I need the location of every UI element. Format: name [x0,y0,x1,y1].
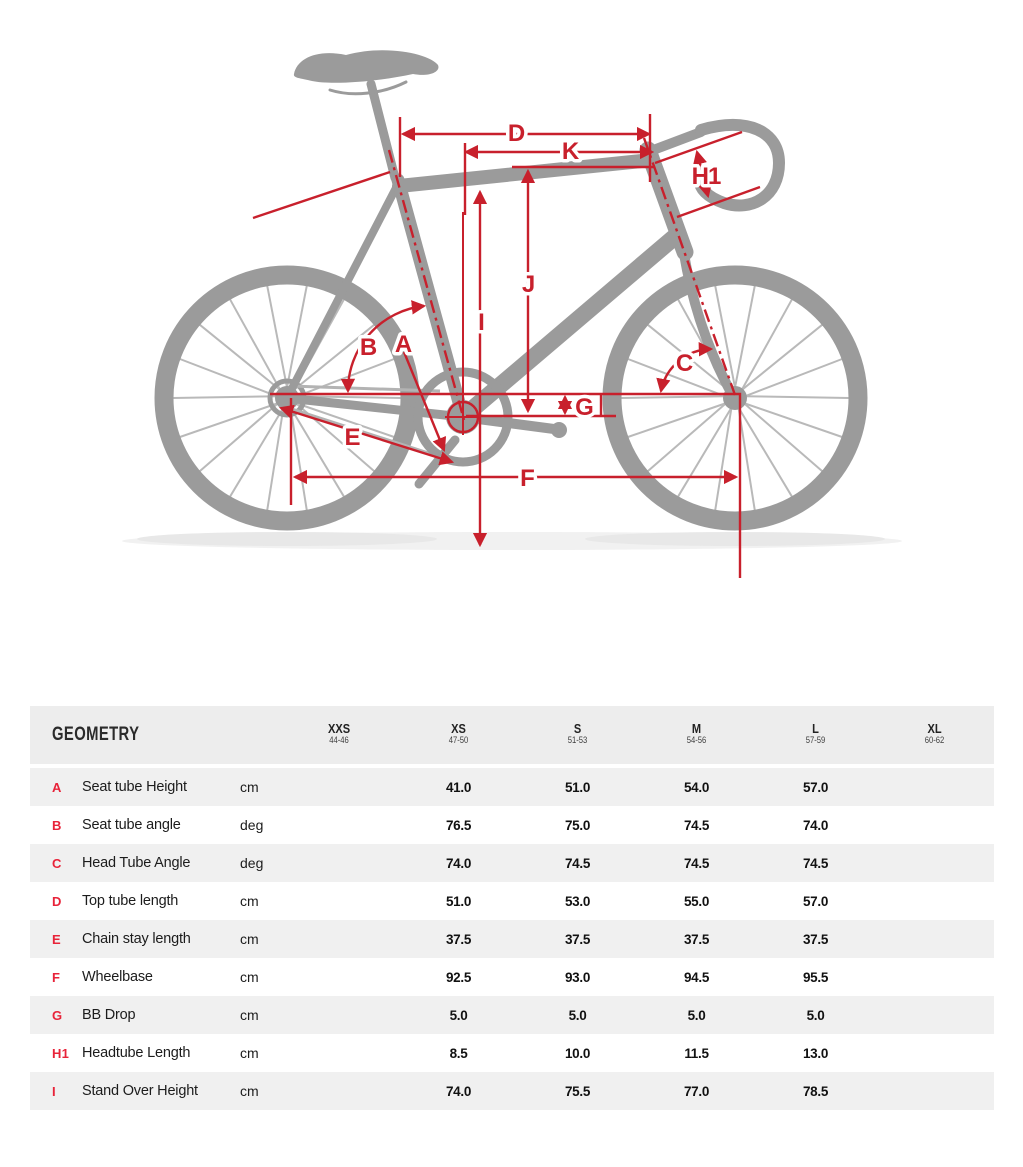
dim-label-d: D [507,120,525,147]
row-unit: cm [240,893,259,909]
row-name: Seat tube Height [82,779,187,795]
row-value: 37.5 [445,931,472,947]
dim-label-k: K [561,138,579,165]
row-name: Wheelbase [82,969,153,985]
row-value: 51.0 [564,779,591,795]
row-unit: cm [240,931,259,947]
row-name: Seat tube angle [82,817,181,833]
dim-label-j: J [521,271,535,298]
row-unit: cm [240,779,259,795]
dim-label-f: F [520,465,534,492]
size-range: 57-59 [805,735,826,746]
table-row-c [30,844,994,882]
top-tube [399,160,651,186]
size-range: 60-62 [924,735,945,746]
size-range: 51-53 [567,735,588,746]
row-letter: A [52,779,62,795]
row-value: 74.0 [445,1083,472,1099]
size-label: M [691,720,702,736]
row-letter: B [52,817,62,833]
row-value: 8.5 [449,1045,468,1061]
row-value: 93.0 [564,969,591,985]
row-value: 74.0 [802,817,829,833]
row-value: 10.0 [564,1045,591,1061]
row-letter: G [52,1007,63,1023]
row-value: 54.0 [683,779,710,795]
table-row-h1 [30,1034,994,1072]
row-value: 37.5 [802,931,829,947]
size-label: L [812,720,819,736]
row-value: 5.0 [806,1007,825,1023]
table-header [30,706,994,764]
table-title: GEOMETRY [52,724,140,745]
dim-label-e: E [344,424,360,451]
dim-label-c: C [675,350,693,377]
table-row-f [30,958,994,996]
row-value: 51.0 [445,893,472,909]
row-value: 74.5 [683,855,710,871]
geometry-table [30,706,994,1110]
row-name: Stand Over Height [82,1083,198,1099]
row-value: 74.5 [802,855,829,871]
table-row-b [30,806,994,844]
dim-label-b: B [359,334,377,361]
seat-stay [287,186,397,398]
size-column-l [756,722,875,748]
size-range: 47-50 [448,735,469,746]
row-value: 11.5 [684,1045,709,1061]
row-value: 74.5 [564,855,591,871]
row-unit: cm [240,1045,259,1061]
row-name: Chain stay length [82,931,191,947]
row-value: 55.0 [683,893,710,909]
row-name: Head Tube Angle [82,855,191,871]
size-label: XL [927,720,942,736]
size-label: XS [451,720,466,736]
size-column-m [637,722,756,748]
size-label: XXS [328,720,351,736]
row-value: 76.5 [445,817,472,833]
row-letter: D [52,893,62,909]
row-value: 5.0 [687,1007,706,1023]
row-value: 37.5 [683,931,710,947]
table-row-g [30,996,994,1034]
row-value: 75.0 [564,817,591,833]
size-column-xxs [280,722,399,748]
size-range: 54-56 [686,735,707,746]
size-label: S [573,720,582,736]
row-value: 75.5 [564,1083,591,1099]
row-value: 74.0 [445,855,472,871]
size-column-s [518,722,637,748]
size-column-xl [875,722,994,748]
seat-top-tick [253,172,390,218]
row-letter: H1 [52,1045,70,1061]
row-value: 5.0 [449,1007,468,1023]
row-value: 5.0 [568,1007,587,1023]
table-title-cell [30,724,280,746]
saddle [294,50,439,83]
size-range: 44-46 [329,735,350,746]
table-row-a [30,768,994,806]
row-letter: I [52,1083,56,1099]
table-row-e [30,920,994,958]
row-value: 57.0 [802,893,829,909]
ground-shadow [122,532,902,550]
dim-label-g: G [575,394,593,421]
row-value: 13.0 [802,1045,829,1061]
row-unit: cm [240,1083,259,1099]
row-value: 37.5 [564,931,591,947]
dim-label-h1: H1 [691,163,721,190]
dim-label-i: I [478,309,484,336]
crankset [418,372,567,484]
row-unit: cm [240,969,259,985]
row-value: 92.5 [445,969,472,985]
row-value: 41.0 [445,779,472,795]
row-name: Headtube Length [82,1045,191,1061]
row-name: BB Drop [82,1007,136,1023]
dim-label-a: A [394,331,412,358]
table-row-d [30,882,994,920]
seatpost [371,84,395,178]
row-value: 77.0 [683,1083,710,1099]
table-body [30,768,994,1110]
size-column-xs [399,722,518,748]
row-letter: E [52,931,61,947]
row-unit: deg [240,855,264,871]
row-name: Top tube length [82,893,179,909]
row-letter: F [52,969,61,985]
row-value: 95.5 [802,969,829,985]
row-value: 94.5 [683,969,710,985]
row-unit: cm [240,1007,259,1023]
pedal [551,422,567,438]
row-value: 53.0 [564,893,591,909]
row-value: 57.0 [802,779,829,795]
row-unit: deg [240,817,264,833]
row-letter: C [52,855,62,871]
row-value: 78.5 [802,1083,829,1099]
table-row-i [30,1072,994,1110]
row-value: 74.5 [683,817,710,833]
chain-stay [287,398,463,417]
